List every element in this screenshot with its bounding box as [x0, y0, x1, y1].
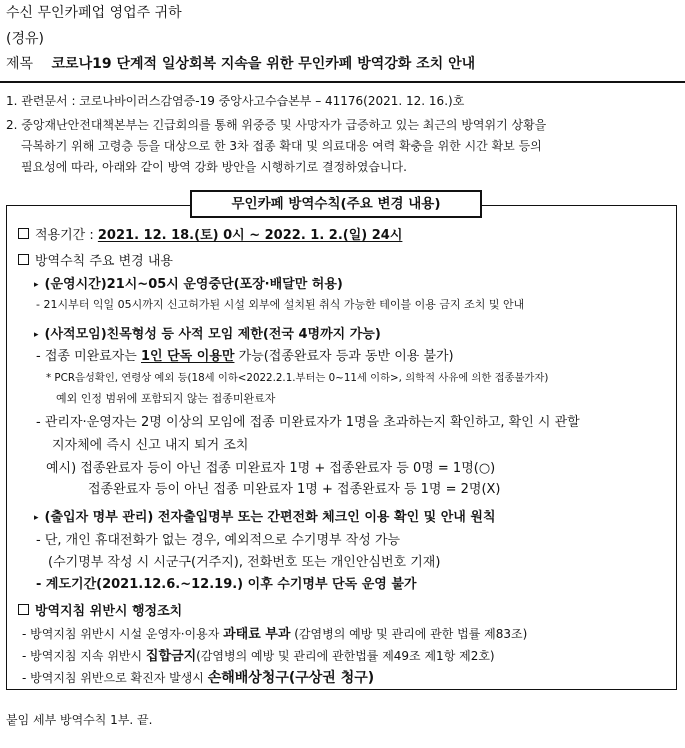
subject-line: [6, 53, 475, 73]
sub3-line1: - 단, 개인 휴대전화가 없는 경우, 예외적으로 수기명부 작성 가능: [36, 533, 401, 548]
square-bullet-icon: [18, 604, 29, 615]
item2-line1: 2. 중앙재난안전대책본부는 긴급회의를 통해 위중증 및 사망자가 급증하고 있는 최근의 방역위기 상황을: [6, 118, 547, 132]
sub2-line1-emphasis: 1인 단독 이용만: [141, 349, 235, 364]
sub2-title: [34, 323, 381, 342]
period-label: 적용기간 :: [35, 228, 98, 243]
sub1-title-text: (운영시간)21시~05시 운영중단(포장·배달만 허용): [44, 277, 343, 292]
penalty-line1: [22, 623, 527, 642]
sub2-title-text: (사적모임)친목형성 등 사적 모임 제한(전국 4명까지 가능): [44, 327, 381, 342]
item2-line3: 필요성에 따라, 아래와 같이 방역 강화 방안을 시행하기로 결정하였습니다.: [21, 160, 407, 174]
penalty-title: [18, 600, 182, 619]
sub3-line2: (수기명부 작성 시 시군구(거주지), 전화번호 또는 개인안심번호 기재): [48, 555, 441, 570]
subject-label: 제목: [6, 56, 34, 72]
square-bullet-icon: [18, 228, 29, 239]
pen3-emphasis: 손해배상청구(구상권 청구): [207, 670, 375, 686]
sub2-line2b: 지자체에 즉시 신고 내지 퇴거 조치: [52, 438, 249, 453]
via-line: (경유): [6, 31, 44, 47]
triangle-bullet-icon: ▸: [34, 330, 39, 340]
recipient-line: 수신 무인카페업 영업주 귀하: [6, 5, 182, 21]
pen2-pre: - 방역지침 지속 위반시: [22, 649, 146, 663]
penalty-line3: [22, 667, 374, 687]
penalty-line2: [22, 645, 495, 664]
subject-text: 코로나19 단계적 일상회복 지속을 위한 무인카페 방역강화 조치 안내: [51, 56, 476, 72]
sub1-line: - 21시부터 익일 05시까지 신고허가된 시설 외부에 설치된 취식 가능한 테이블 이용 금지 조치 및 안내: [36, 298, 525, 311]
sub2-note1: * PCR음성확인, 연령상 예외 등(18세 이하<2022.2.1.부터는 0~11세 이하>, 의학적 사유에 의한 접종불가자): [46, 372, 549, 384]
box-title: 무인카페 방역수칙(주요 변경 내용): [190, 190, 482, 218]
pen1-pre: - 방역지침 위반시 시설 운영자·이용자: [22, 627, 224, 641]
pen1-emphasis: 과태료 부과: [223, 627, 291, 642]
sub2-line1-pre: - 접종 미완료자는: [36, 349, 141, 364]
section-title: [18, 250, 173, 269]
pen1-post: (감염병의 예방 및 관리에 관한 법률 제83조): [290, 627, 528, 641]
sub3-title-text: (출입자 명부 관리) 전자출입명부 또는 간편전화 체크인 이용 확인 및 안내 원칙: [44, 510, 496, 525]
square-bullet-icon: [18, 254, 29, 265]
pen3-pre: - 방역지침 위반으로 확진자 발생시: [22, 671, 208, 685]
item2-line2: 극복하기 위해 고령층 등을 대상으로 한 3차 접종 확대 및 의료대응 여력 확충을 위한 시간 확보 등의: [21, 139, 542, 153]
triangle-bullet-icon: ▸: [34, 513, 39, 523]
sub1-title: [34, 273, 343, 292]
sub3-line3: - 계도기간(2021.12.6.~12.19.) 이후 수기명부 단독 운영 불가: [36, 577, 417, 592]
pen2-emphasis: 집합금지: [145, 649, 197, 664]
penalty-title-text: 방역지침 위반시 행정조치: [35, 604, 183, 619]
period-value: 2021. 12. 18.(토) 0시 ~ 2022. 1. 2.(일) 24시: [97, 228, 403, 243]
period-line: [18, 224, 402, 243]
sub3-title: [34, 506, 496, 525]
example-2: 접종완료자 등이 아닌 접종 미완료자 1명 + 접종완료자 등 1명 = 2명(X): [88, 482, 501, 497]
pen2-post: (감염병의 예방 및 관리에 관한법률 제49조 제1항 제2호): [196, 649, 495, 663]
sub2-line1-post: 가능(접종완료자 등과 동반 이용 불가): [234, 349, 454, 364]
sub2-line1: [36, 345, 454, 364]
header-rule: [0, 81, 685, 83]
example-1: 예시) 접종완료자 등이 아닌 접종 미완료자 1명 + 접종완료자 등 0명 = 1명(○): [46, 461, 496, 476]
sub2-note2: 예외 인정 범위에 포함되지 않는 접종미완료자: [56, 392, 276, 405]
sub2-line2a: - 관리자·운영자는 2명 이상의 모임에 접종 미완료자가 1명을 초과하는지 확인하고, 확인 시 관할: [36, 415, 580, 430]
related-doc-item: 1. 관련문서 : 코로나바이러스감염증-19 중앙사고수습본부 – 41176(2021. 12. 16.)호: [6, 94, 465, 108]
section-title-text: 방역수칙 주요 변경 내용: [35, 254, 173, 269]
attachment-line: 붙임 세부 방역수칙 1부. 끝.: [6, 713, 153, 727]
triangle-bullet-icon: ▸: [34, 280, 39, 290]
